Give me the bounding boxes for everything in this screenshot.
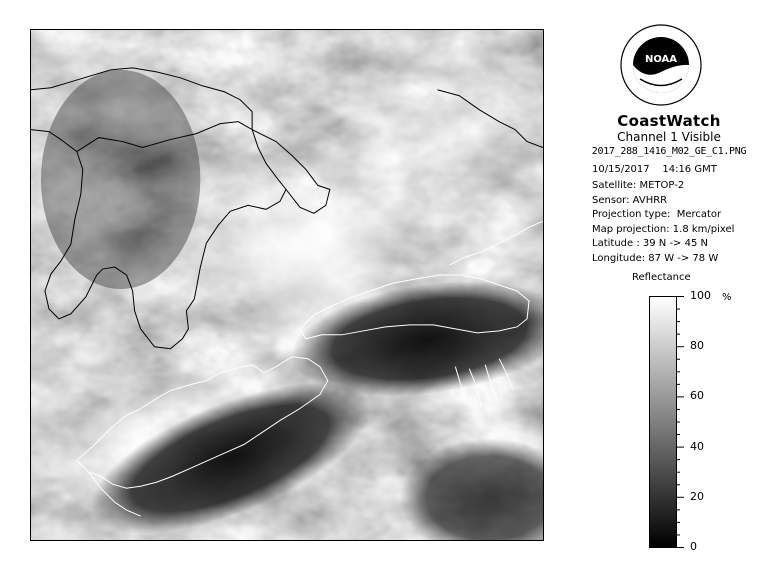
map-svg [31,30,543,540]
colorbar-ticks [676,296,736,548]
projection-type: Projection type: Mercator [592,209,722,220]
colorbar-unit: % [722,292,732,303]
satellite-image-map [30,29,544,541]
map-projection: Map projection: 1.8 km/pixel [592,224,735,235]
noaa-logo-text: NOAA [644,54,678,65]
sensor-info: Sensor: AVHRR [592,195,668,206]
colorbar-title: Reflectance [632,272,691,283]
latitude-range: Latitude : 39 N -> 45 N [592,238,708,249]
colorbar-tick-label: 80 [690,339,704,353]
colorbar-tick-label: 0 [690,540,697,553]
colorbar-axis [676,296,736,548]
channel-label: Channel 1 Visible [617,130,721,144]
colorbar-gradient [649,296,677,548]
longitude-range: Longitude: 87 W -> 78 W [592,253,719,264]
colorbar-tick-label: 60 [690,389,704,403]
shadow-area-michigan [41,70,200,289]
colorbar-tick-label: 100 [690,289,711,302]
colorbar-tick-label: 40 [690,439,704,453]
colorbar-tick-label: 20 [690,489,704,503]
noaa-logo [620,24,702,106]
brand-title: CoastWatch [617,112,721,130]
noaa-logo-graphic [620,24,702,106]
satellite-info: Satellite: METOP-2 [592,180,685,191]
file-name: 2017_288_1416_M02_GE_C1.PNG [591,146,747,157]
date-time: 10/15/2017 14:16 GMT [592,164,717,175]
